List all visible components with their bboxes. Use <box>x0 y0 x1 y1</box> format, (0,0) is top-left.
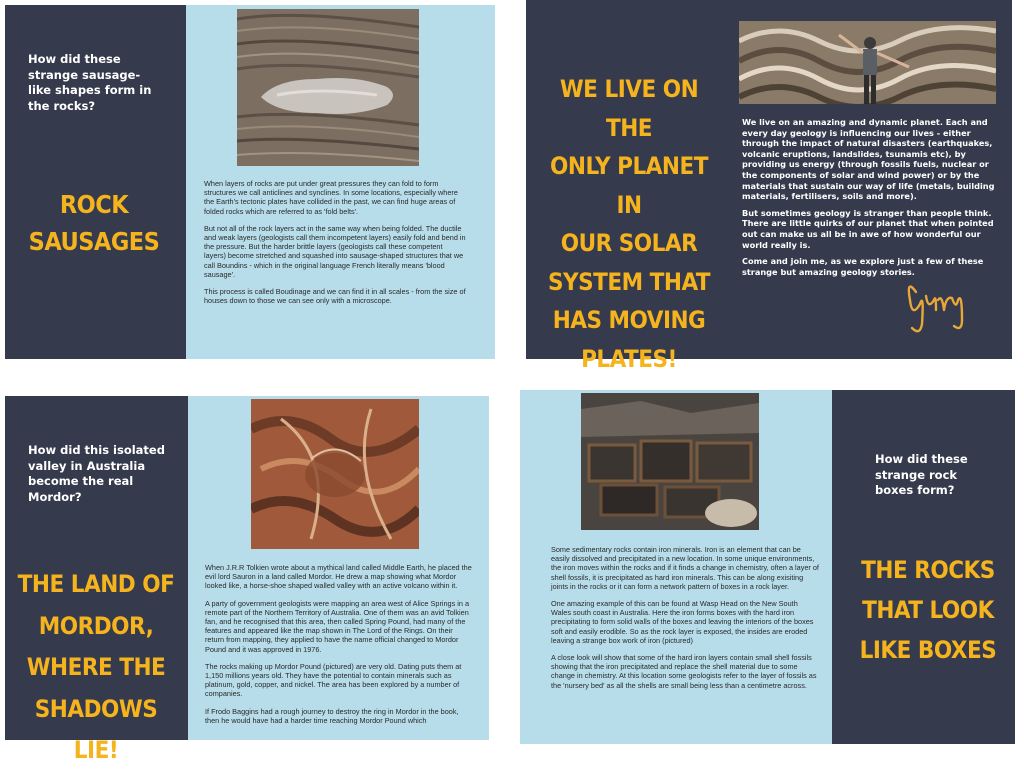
folded-rock-with-person-photo <box>739 21 996 104</box>
moving-plates-intro <box>742 117 1004 283</box>
paragraph: But sometimes geology is stranger than people think. There are little quirks of our planet that when pointed out can make us all be in awe of how wonderful our world really is. <box>742 207 994 250</box>
boudin-rock-photo <box>237 9 419 166</box>
headline-line: LIKE BOXES <box>859 636 997 664</box>
headline-line: THE LAND OF <box>17 570 175 598</box>
paragraph: When layers of rocks are put under great pressures they can fold to form structures we call anticlines and synclines. In some locations, especially where the Earth's tectonic plates have collided in the past, we can find huge areas of folded rocks which are referred to as 'fold belts'. <box>204 179 458 216</box>
moving-plates-headline <box>540 70 718 378</box>
headline-line: SYSTEM THAT <box>547 267 711 296</box>
paragraph: This process is called Boudinage and we can find it in all scales - from the size of houses down to those we can see only with a microscope. <box>204 287 466 306</box>
rock-boxes-headline <box>850 550 1006 670</box>
headline-line: ONLY PLANET IN <box>550 152 708 219</box>
paragraph: A party of government geologists were mapping an area west of Alice Springs in a remote part of the Northern Territory of Australia. One of them was an avid Tolkien fan, and he recognised that this area, then called Spring Pound, had many of the features and appeared like the map shown in The Lord of the Rings. On their return from mapping, they applied to have the name official changed to Mordor Pound and it was approved in 1976. <box>205 598 470 654</box>
paragraph: Come and join me, as we explore just a few of these strange but amazing geology stories. <box>742 256 984 277</box>
mordor-headline <box>10 564 182 772</box>
headline-line: MORDOR, <box>38 611 154 640</box>
headline-line: SHADOWS LIE! <box>34 694 158 764</box>
headline-line: WE LIVE ON THE <box>559 75 699 142</box>
headline-line: SAUSAGES <box>28 227 160 256</box>
rock-boxes-text <box>551 545 819 698</box>
mordor-pound-aerial-photo <box>251 399 419 549</box>
headline-line: THE ROCKS <box>861 556 995 584</box>
paragraph: If Frodo Baggins had a rough journey to destroy the ring in Mordor in the book, then he would have had a harder time reaching Mordor Pound which <box>205 706 459 725</box>
rock-sausages-headline <box>14 186 174 260</box>
paragraph: We live on an amazing and dynamic planet. Each and every day geology is influencing our lives - either through the impact of natural disasters (earthquakes, volcanic eruptions, landslides, tsunamis etc), by providing us energy (through fossils fuels, nuclear or the components of solar and wind power) or by the materials that sustain our way of life (metals, building materials, fertilisers, soils and more). <box>742 117 995 202</box>
rock-sausages-question: How did these strange sausage-like shapes form in the rocks? <box>28 52 152 113</box>
paragraph: When J.R.R Tolkien wrote about a mythical land called Middle Earth, he placed the evil lord Sauron in a land called Mordor. He drew a map showing what Mordor looked like, a horse-shoe shaped walled valley with an active volcano within it. <box>205 563 472 591</box>
headline-line: OUR SOLAR <box>560 229 698 257</box>
headline-line: PLATES! <box>581 344 677 373</box>
paragraph: Some sedimentary rocks contain iron minerals. Iron is an element that can be easily dissolved and precipitated in a new location. In some unique environments, the iron moves within the rocks and if it finds a change in chemistry, often a layer of shell fossils, it is precipitated as hard iron minerals. This can be along exisiting joints in the rocks or it can form a network pattern of boxes in a rock layer. <box>551 545 819 591</box>
mordor-text <box>205 563 473 733</box>
rock-sausages-text <box>204 179 466 313</box>
headline-line: ROCK <box>59 190 129 219</box>
iron-rock-boxes-photo <box>581 393 759 530</box>
mordor-question: How did this isolated valley in Australia become the real Mordor? <box>28 443 165 504</box>
paragraph: But not all of the rock layers act in the same way when being folded. The ductile and weak layers (geologists call them incompetent layers) easily fold and bend in the pressure. But the harder brittle layers (geologists call these competent layers) become stretched and squashed into sausage-shaped structures that we call Boundins - which in the original language French literally means 'blood sausage'. <box>204 223 466 279</box>
paragraph: A close look will show that some of the hard iron layers contain small shell fossils showing that the iron precipitated and replace the shell material due to some change in chemistry. At this location some geologists refer to the layer of fossils as the 'nursery bed' as all the shells are small being less than a centimetre across. <box>551 653 817 690</box>
paragraph: One amazing example of this can be found at Wasp Head on the New South Wales south coast in Australia. Here the iron forms boxes with the hard iron precipitating to form solid walls of the boxes and leaving the interiors of the boxes soft and easily erodible. So as the rock layer is exposed, the insides are eroded leaving a strange box work of iron (pictured) <box>551 599 814 645</box>
signature-image <box>900 270 976 338</box>
paragraph: The rocks making up Mordor Pound (pictured) are very old. Dating puts them at 1,150 millions years old. They have the potential to contain minerals such as platinum, gold, copper, and nickel. The area has been explored by a number of companies. <box>205 661 462 699</box>
headline-line: HAS MOVING <box>552 306 706 334</box>
headline-line: THAT LOOK <box>862 596 994 624</box>
rock-boxes-question: How did these strange rock boxes form? <box>875 452 968 497</box>
headline-line: WHERE THE <box>26 653 166 681</box>
